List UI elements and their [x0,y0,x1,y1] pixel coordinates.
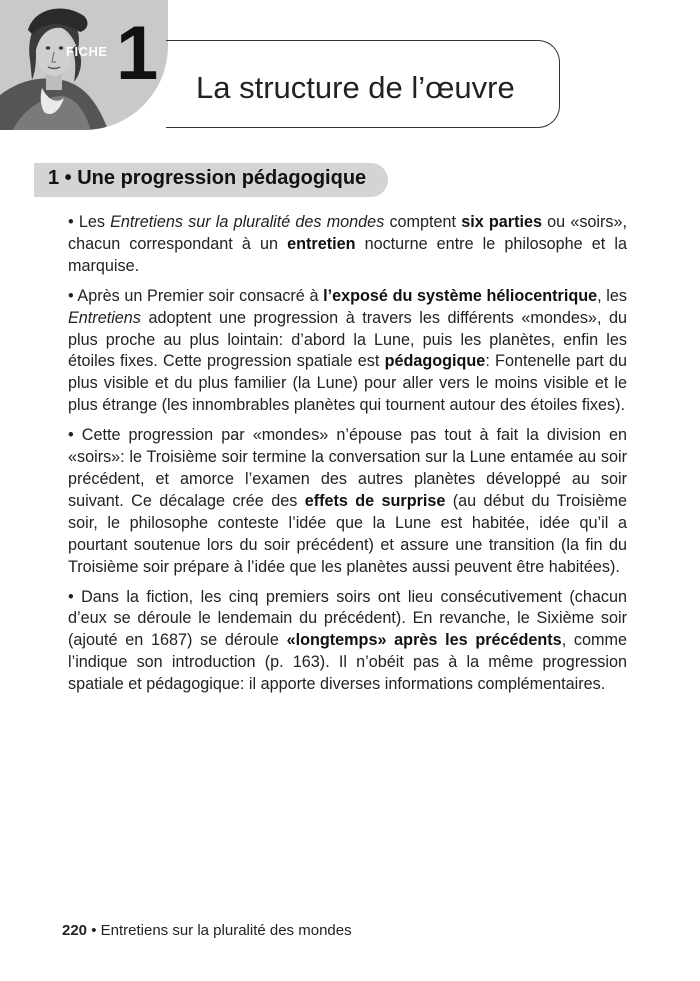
emphasis-bold: «longtemps» après les précédents [286,631,562,650]
text-run: • Après un Premier soir consacré à [68,286,324,305]
text-run: comptent [384,213,462,231]
page-title: La structure de l’œuvre [196,70,515,105]
page-footer [62,922,352,939]
emphasis-italic: Entretiens [68,308,141,327]
emphasis-bold: effets de surprise [304,491,446,510]
paragraph [68,212,627,278]
emphasis-italic: Entretiens sur la pluralité des mondes [110,213,385,231]
footer-separator: • [87,922,101,939]
fiche-number: 1 [116,11,159,96]
text-run: • Cette progression par «mondes» n’épouse pas tout à fait la division en «soirs»: le Troisième soir termine la conversation sur la Lune entamée au soir précédent, et amorce l’examen des autres planètes développé au soir suivant. Ce décalage crée des [68,426,627,510]
emphasis-bold: l’exposé du système héliocentrique [323,286,598,305]
footer-book-title: Entretiens sur la pluralité des mondes [100,922,352,939]
emphasis-bold: pédagogique [384,352,486,371]
body-text [68,212,627,704]
emphasis-bold: six parties [461,213,542,231]
text-run: • Les [68,213,111,231]
fiche-label: FICHE [66,44,108,59]
text-run: : Fontenelle part du plus visible et du plus familier (la Lune) pour aller vers le moins visible et le plus étrange (les innombrables planètes qui tournent autour des étoiles fixes). [68,352,627,415]
text-run: • Dans la fiction, les cinq premiers soirs ont lieu consécutivement (chacun d’eux se déroule le lendemain du précédent). En revanche, le Sixième soir (ajouté en 1687) se déroule [68,587,627,650]
paragraph [68,286,627,417]
text-run: , comme l’indique son introduction (p. 163). Il n’obéit pas à la même progression spatiale et pédagogique: il apporte diverses informations complémentaires. [68,631,627,694]
paragraph [68,425,627,578]
text-run: (au début du Troisième soir, le philosophe conteste l’idée que la Lune est habitée, idée qu’il a pourtant soutenue lors du soir précédent) et assure une transition (la fin du Troisième soir prépare à l’idée que les planètes aussi peuvent être habitées). [68,491,627,576]
section-heading: 1 • Une progression pédagogique [48,167,367,189]
text-run: adoptent une progression à travers les différents «mondes», du plus proche au plus lointain: d’abord la Lune, puis les planètes, enfin les étoiles fixes. Cette progression spatiale est [68,308,627,371]
text-run: , les [597,286,627,305]
emphasis-bold: entretien [287,234,356,253]
text-run: nocturne entre le philosophe et la marquise. [68,234,627,275]
paragraph [68,587,627,697]
text-run: ou «soirs», chacun correspondant à un [68,213,628,253]
page-number: 220 [62,922,88,939]
